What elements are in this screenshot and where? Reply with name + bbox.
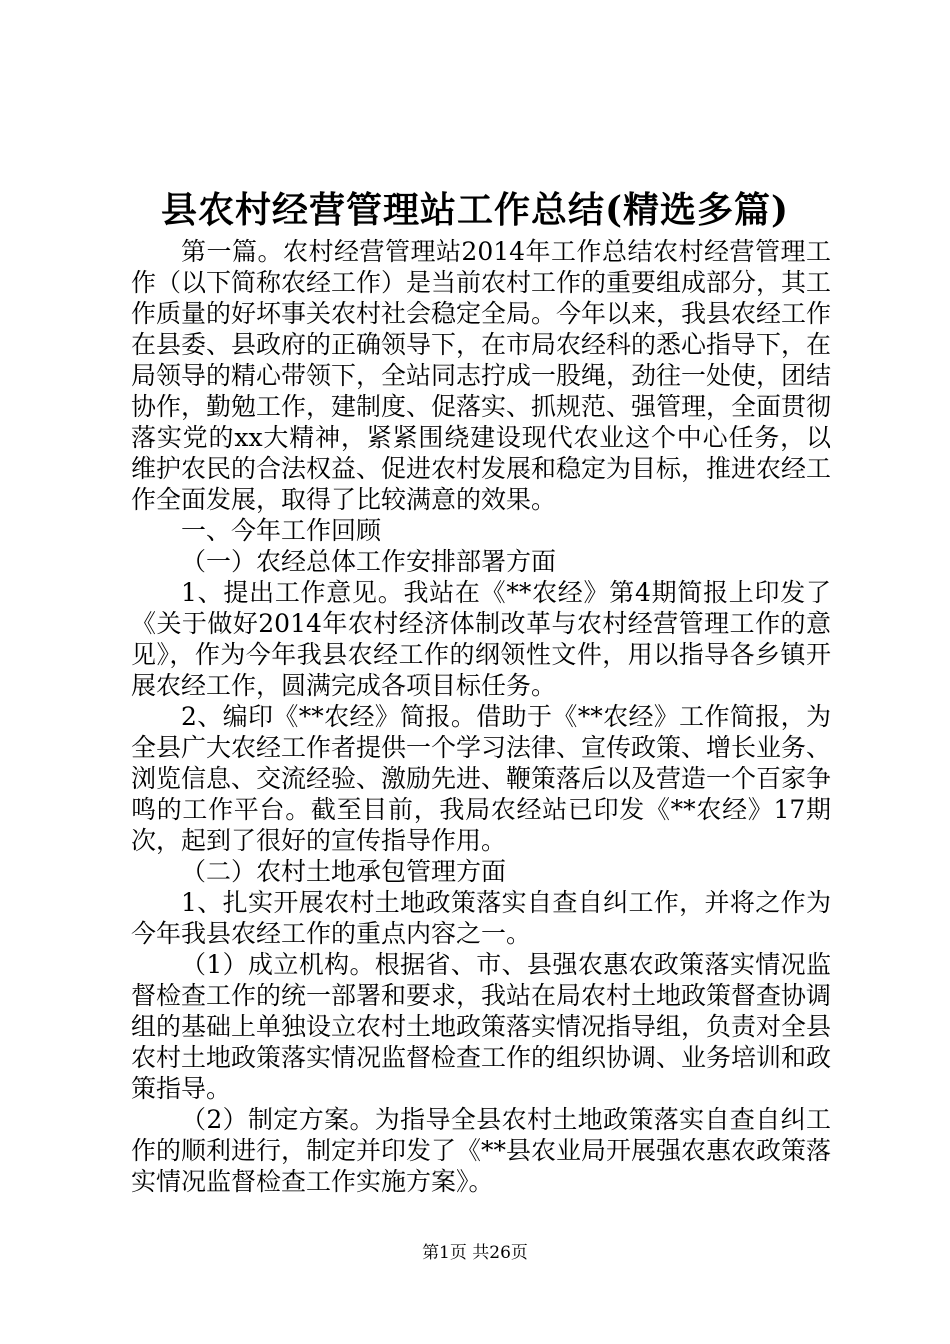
document-title: 县农村经营管理站工作总结(精选多篇) xyxy=(160,189,790,231)
heading-subsection-2: （二）农村土地承包管理方面 xyxy=(181,857,507,886)
heading-subsection-1: （一）农经总体工作安排部署方面 xyxy=(181,547,557,576)
paragraph-item-2: 2、编印《**农经》简报。借助于《**农经》工作简报，为全县广大农经工作者提供一个学习法律、宣传政策、增长业务、浏览信息、交流经验、激励先进、鞭策落后以及营造一个百家争鸣的工作平台。截至目前，我局农经站已印发《**农经》17期次，起到了很好的宣传指导作用。 xyxy=(131,702,832,855)
paragraph-item-3-2: （2）制定方案。为指导全县农村土地政策落实自查自纠工作的顺利进行，制定并印发了《**县农业局开展强农惠农政策落实情况监督检查工作实施方案》。 xyxy=(131,1105,832,1196)
paragraph-item-3-1: （1）成立机构。根据省、市、县强农惠农政策落实情况监督检查工作的统一部署和要求，我站在局农村土地政策督查协调组的基础上单独设立农村土地政策落实情况指导组，负责对全县农村土地政策落实情况监督检查工作的组织协调、业务培训和政策指导。 xyxy=(131,950,832,1103)
paragraph-item-1: 1、提出工作意见。我站在《**农经》第4期简报上印发了《关于做好2014年农村经济体制改革与农村经营管理工作的意见》，作为今年我县农经工作的纲领性文件，用以指导各乡镇开展农经工作，圆满完成各项目标任务。 xyxy=(131,578,831,700)
paragraph-item-3: 1、扎实开展农村土地政策落实自查自纠工作，并将之作为今年我县农经工作的重点内容之一。 xyxy=(131,888,831,948)
page-number-footer: 第1页 共26页 xyxy=(422,1243,528,1263)
paragraph-intro: 第一篇。农村经营管理站2014年工作总结农村经营管理工作（以下简称农经工作）是当前农村工作的重要组成部分，其工作质量的好坏事关农村社会稳定全局。今年以来，我县农经工作在县委、县政府的正确领导下，在市局农经科的悉心指导下，在局领导的精心带领下，全站同志拧成一股绳，劲往一处使，团结协作，勤勉工作，建制度、促落实、抓规范、强管理，全面贯彻落实党的xx大精神，紧紧围绕建设现代农业这个中心任务，以维护农民的合法权益、促进农村发展和稳定为目标，推进农经工作全面发展，取得了比较满意的效果。 xyxy=(131,237,832,514)
heading-section-1: 一、今年工作回顾 xyxy=(181,516,382,545)
document-body xyxy=(131,236,831,1197)
